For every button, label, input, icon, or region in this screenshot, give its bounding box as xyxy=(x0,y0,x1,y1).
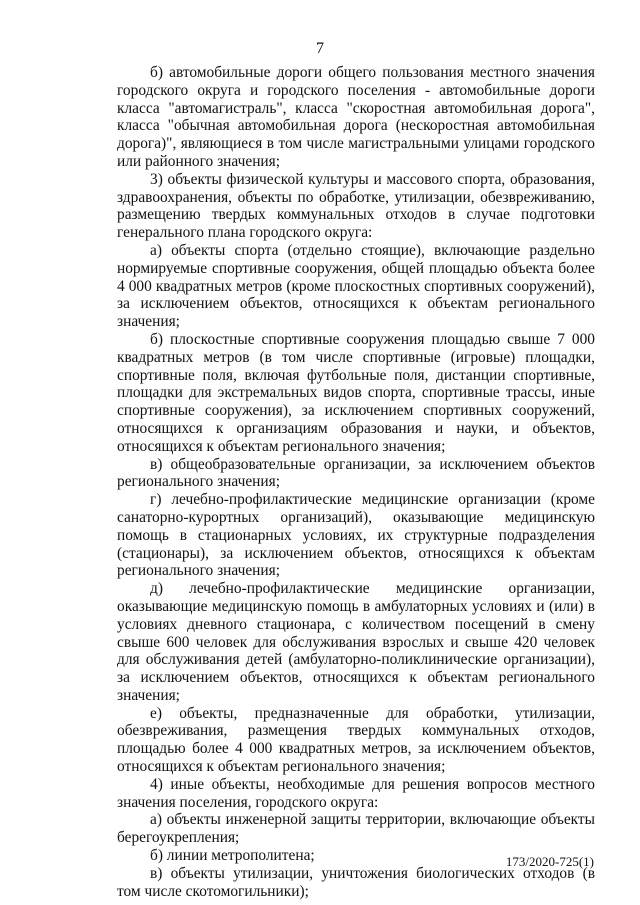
paragraph-flat-sports-facilities: б) плоскостные спортивные сооружения площадью свыше 7 000 квадратных метров (в том числе спортивные (игровые) площадки, спортивные поля, включая футбольные поля, дистанции спортивные, площадки для экстремальных видов спорта, спортивные трассы, иные спортивные сооружения), за исключением спортивных сооружений, относящихся к организациям образования и науки, и объектов, относящихся к объектам регионального значения; xyxy=(117,330,595,455)
paragraph-sports-objects: а) объекты спорта (отдельно стоящие), включающие раздельно нормируемые спортивные сооружения, общей площадью объекта более 4 000 квадратных метров (кроме плоскостных спортивных сооружений), за исключением объектов, относящихся к объектам регионального значения; xyxy=(117,241,595,331)
paragraph-item-4: 4) иные объекты, необходимые для решения вопросов местного значения поселения, городского округа: xyxy=(117,775,595,811)
paragraph-schools: в) общеобразовательные организации, за исключением объектов регионального значения; xyxy=(117,455,595,491)
paragraph-engineering-protection: а) объекты инженерной защиты территории, включающие объекты берегоукрепления; xyxy=(117,811,595,847)
paragraph-bio-waste: в) объекты утилизации, уничтожения биологических отходов (в том числе скотомогильники); xyxy=(117,864,595,900)
paragraph-roads: б) автомобильные дороги общего пользования местного значения городского округа и городского поселения - автомобильные дороги класса "автомагистраль", класса "скоростная автомобильная дорога", класса "обычная автомобильная дорога (нескоростная автомобильная дорога)", являющиеся в том числе магистральными улицами городского или районного значения; xyxy=(117,64,595,170)
document-body xyxy=(117,64,595,900)
paragraph-metro-lines: б) линии метрополитена; xyxy=(150,847,315,865)
paragraph-item-3: 3) объекты физической культуры и массового спорта, образования, здравоохранения, объекты по обработке, утилизации, обезвреживанию, размещению твердых коммунальных отходов в случае подготовки генерального плана городского округа: xyxy=(117,170,595,242)
paragraph-hospitals: г) лечебно-профилактические медицинские организации (кроме санаторно-курортных организаций), оказывающие медицинскую помощь в стационарных условиях, их структурные подразделения (стационары), за исключением объектов, относящихся к объектам регионального значения; xyxy=(117,491,595,580)
paragraph-waste-objects: е) объекты, предназначенные для обработки, утилизации, обезвреживания, размещения твердых коммунальных отходов, площадью более 4 000 квадратных метров, за исключением объектов, относящихся к объектам регионального значения; xyxy=(117,704,595,776)
paragraph-outpatient: д) лечебно-профилактические медицинские организации, оказывающие медицинскую помощь в амбулаторных условиях и (или) в условиях дневного стационара, с количеством посещений в смену свыше 600 человек для обслуживания взрослых и свыше 420 человек для обслуживания детей (амбулаторно-поликлинические организации), за исключением объектов, относящихся к объектам регионального значения; xyxy=(117,580,595,704)
document-code: 173/2020-725(1) xyxy=(505,854,594,869)
page-number: 7 xyxy=(316,40,324,57)
